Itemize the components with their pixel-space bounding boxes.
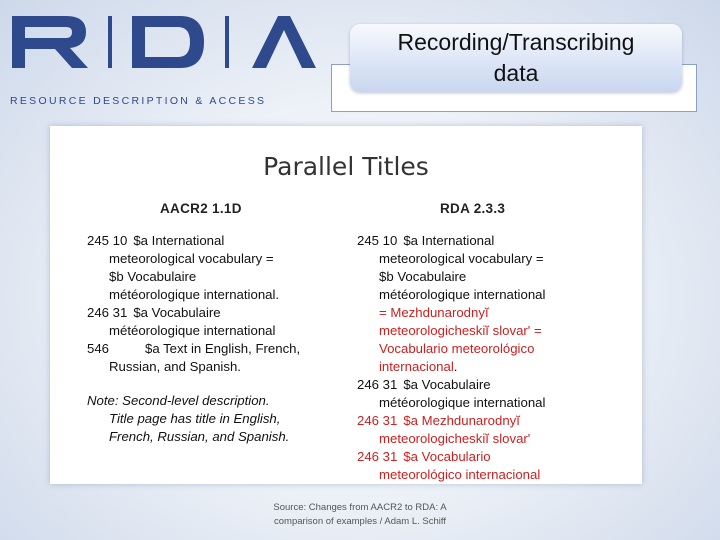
aacr2-heading: AACR2 1.1D <box>160 201 242 216</box>
figure-title: Parallel Titles <box>263 152 429 181</box>
parallel-titles-figure <box>50 126 642 484</box>
note <box>87 392 347 446</box>
field-tag: 246 31 <box>357 449 398 464</box>
slide-title-line2: data <box>493 60 539 86</box>
rda-heading: RDA 2.3.3 <box>440 201 506 216</box>
note-line: Title page has title in English, <box>109 411 281 426</box>
punctuation: . <box>453 359 458 374</box>
field-tag: 245 10 <box>357 233 398 248</box>
field-line: $b Vocabulaire <box>379 269 467 284</box>
field-line: meteorological vocabulary = <box>379 251 544 266</box>
field-tag: 246 31 <box>87 305 128 320</box>
field-tag: 246 31 <box>357 413 398 428</box>
parallel-title-text: internacional <box>379 359 454 374</box>
rda-logo <box>8 12 318 107</box>
field-line: météorologique international. <box>109 287 280 302</box>
field-tag: 546 <box>87 341 110 356</box>
note-line: French, Russian, and Spanish. <box>109 429 290 444</box>
aacr2-column <box>87 232 347 446</box>
field-line: $a Text in English, French, <box>145 341 301 356</box>
field-line: $a Vocabulaire <box>403 377 491 392</box>
field-line: $a Mezhdunarodnyĭ <box>403 413 520 428</box>
field-tag: 245 10 <box>87 233 128 248</box>
record-entry <box>357 232 632 250</box>
parallel-title-line: meteorologicheskiĭ slovar' = <box>379 323 542 338</box>
rda-column <box>357 232 632 484</box>
source-caption <box>248 501 472 529</box>
parallel-title-line: = Mezhdunarodnyĭ <box>379 305 489 320</box>
record-entry <box>357 412 632 430</box>
field-tag: 246 31 <box>357 377 398 392</box>
field-line: $a Vocabulaire <box>133 305 221 320</box>
record-entry <box>87 340 347 358</box>
field-line: meteorologicheskiĭ slovar' <box>379 431 531 446</box>
field-line: $a International <box>403 233 495 248</box>
slide-title-line1: Recording/Transcribing <box>397 29 635 55</box>
field-line: $a Vocabulario <box>403 449 491 464</box>
field-line: $a International <box>133 233 225 248</box>
slide-title-box <box>350 24 682 92</box>
rda-logo-letters <box>8 12 318 70</box>
parallel-title-line-last <box>357 358 632 376</box>
field-line: Russian, and Spanish. <box>109 359 241 374</box>
field-line: meteorológico internacional <box>379 467 541 482</box>
note-line: Note: Second-level description. <box>87 393 270 408</box>
field-line: météorologique international <box>379 395 546 410</box>
record-entry <box>357 376 632 394</box>
logo-tagline: RESOURCE DESCRIPTION & ACCESS <box>10 95 267 107</box>
source-line2: comparison of examples / Adam L. Schiff <box>274 516 446 527</box>
parallel-title-line: Vocabulario meteorológico <box>379 341 535 356</box>
record-entry <box>87 304 347 322</box>
field-line: meteorological vocabulary = <box>109 251 274 266</box>
source-line1: Source: Changes from AACR2 to RDA: A <box>273 502 447 513</box>
record-entry <box>357 448 632 466</box>
slide-title <box>366 27 666 89</box>
field-line: $b Vocabulaire <box>109 269 197 284</box>
record-entry <box>87 232 347 250</box>
field-line: météorologique international <box>379 287 546 302</box>
field-line: météorologique international <box>109 323 276 338</box>
